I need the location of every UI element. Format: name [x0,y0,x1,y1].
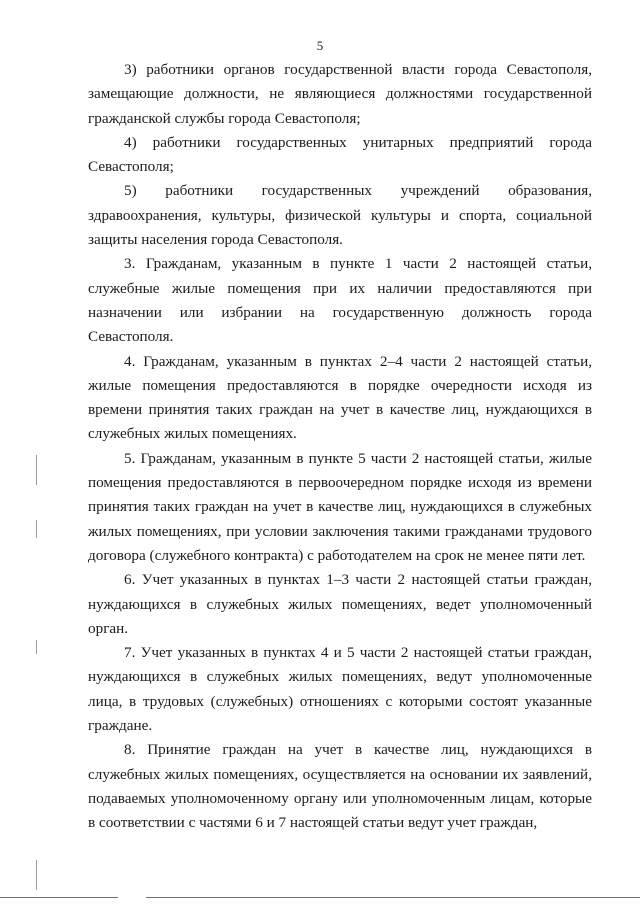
paragraph-part-7: 7. Учет указанных в пунктах 4 и 5 части 2 настоящей статьи граждан, нуждающихся в служебных жилых помещениях, ведут уполномоченные лица, в трудовых (служебных) отношениях с которыми состоят указанные граждане. [88,644,592,735]
paragraph-part-5: 5. Гражданам, указанным в пункте 5 части 2 настоящей статьи, жилые помещения предоставляются в первоочередном порядке исходя из времени принятия таких граждан на учет в качестве лиц, нуждающихся в служебных жилых помещениях, при условии заключения такими гражданами трудового договора (служебного контракта) с работодателем на срок не менее пяти лет. [88,449,592,564]
paragraph-part-3: 3. Гражданам, указанным в пункте 1 части 2 настоящей статьи, служебные жилые помещения при их наличии предоставляются при назначении или избрании на государственную должность города Севастополя. [88,255,592,346]
paragraph-part-8: 8. Принятие граждан на учет в качестве лиц, нуждающихся в служебных жилых помещениях, осуществляется на основании их заявлений, подаваемых уполномоченному органу или уполномоченным лицам, которые в соответствии с частями 6 и 7 настоящей статьи ведут учет граждан, [88,741,592,832]
paragraph-part-6: 6. Учет указанных в пунктах 1–3 части 2 настоящей статьи граждан, нуждающихся в служебных жилых помещениях, ведет уполномоченный орган. [88,571,592,637]
page-number: 5 [316,38,324,53]
scan-bottom-edge [0,897,118,898]
paragraph-item-3: 3) работники органов государственной власти города Севастополя, замещающие должности, не являющиеся должностями государственной гражданской службы города Севастополя; [88,61,592,127]
scan-edge-mark [36,520,37,538]
paragraph-item-5: 5) работники государственных учреждений образования, здравоохранения, культуры, физической культуры и спорта, социальной защиты населения города Севастополя. [88,182,592,249]
scan-edge-mark [36,860,37,890]
scan-edge-mark [36,640,37,654]
scan-bottom-edge [146,897,640,898]
paragraph-item-4: 4) работники государственных унитарных предприятий города Севастополя; [88,133,592,176]
paragraph-part-4: 4. Гражданам, указанным в пунктах 2–4 части 2 настоящей статьи, жилые помещения предоставляются в порядке очередности исходя из времени принятия таких граждан на учет в качестве лиц, нуждающихся в служебных жилых помещениях. [88,352,592,443]
scan-edge-mark [36,455,37,485]
document-body [88,58,592,836]
